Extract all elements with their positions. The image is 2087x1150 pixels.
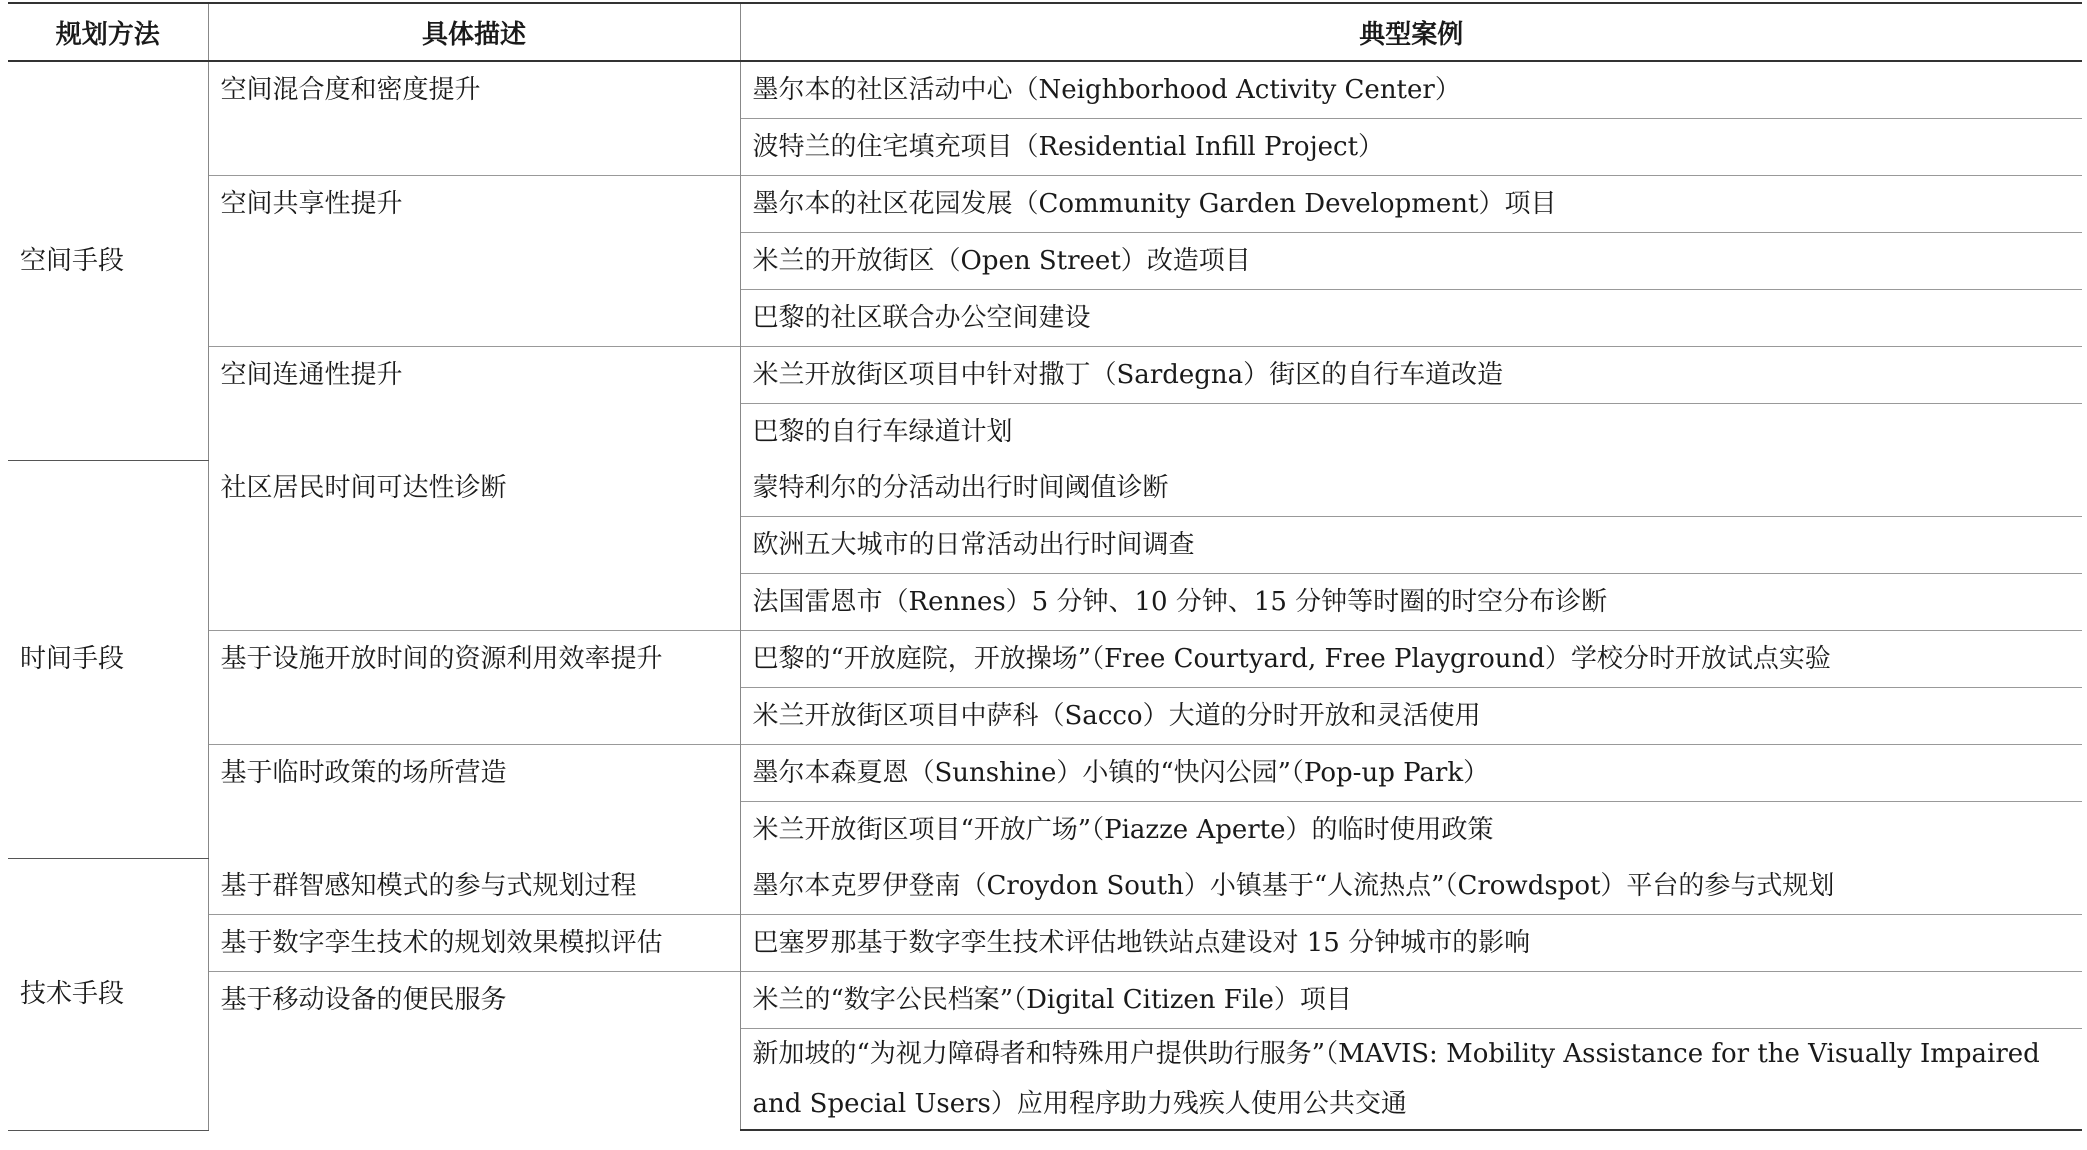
table-row xyxy=(8,631,2082,688)
case-cell: 墨尔本的社区活动中心（Neighborhood Activity Center） xyxy=(752,75,1461,105)
description-cell: 基于设施开放时间的资源利用效率提升 xyxy=(208,631,740,745)
table-row xyxy=(8,915,2082,972)
case-cell: 蒙特利尔的分活动出行时间阈值诊断 xyxy=(752,473,1169,503)
planning-methods-table xyxy=(8,2,2082,1131)
description-cell: 空间共享性提升 xyxy=(208,176,740,347)
description-cell: 社区居民时间可达性诊断 xyxy=(208,460,740,631)
table-row xyxy=(8,347,2082,404)
table-row xyxy=(8,460,2082,517)
case-cell: 米兰的开放街区（Open Street）改造项目 xyxy=(740,233,2082,290)
case-cell: 米兰开放街区项目中针对撒丁（Sardegna）街区的自行车道改造 xyxy=(740,347,2082,404)
table-row xyxy=(8,176,2082,233)
case-cell: 墨尔本森夏恩（Sunshine）小镇的“快闪公园”（Pop-up Park） xyxy=(740,745,2082,802)
table-row xyxy=(8,61,2082,119)
description-cell: 基于移动设备的便民服务 xyxy=(208,972,740,1131)
method-cell: 时间手段 xyxy=(8,460,208,858)
case-cell: 欧洲五大城市的日常活动出行时间调查 xyxy=(740,517,2082,574)
method-cell: 空间手段 xyxy=(8,61,208,460)
description-cell: 空间连通性提升 xyxy=(208,347,740,461)
case-cell: 墨尔本的社区花园发展（Community Garden Development）项目 xyxy=(740,176,2082,233)
description-cell: 基于临时政策的场所营造 xyxy=(208,745,740,859)
description-cell: 基于群智感知模式的参与式规划过程 xyxy=(208,858,740,915)
case-cell: 米兰开放街区项目中萨科（Sacco）大道的分时开放和灵活使用 xyxy=(740,688,2082,745)
table-row xyxy=(8,858,2082,915)
case-cell: 巴黎的自行车绿道计划 xyxy=(740,404,2082,461)
header-case: 典型案例 xyxy=(740,3,2082,61)
description-cell: 空间混合度和密度提升 xyxy=(208,61,740,176)
description-cell: 基于数字孪生技术的规划效果模拟评估 xyxy=(208,915,740,972)
table-row xyxy=(8,745,2082,802)
case-cell: 墨尔本克罗伊登南（Croydon South）小镇基于“人流热点”（Crowdspot）平台的参与式规划 xyxy=(752,871,1835,901)
case-cell: 新加坡的“为视力障碍者和特殊用户提供助行服务”（MAVIS: Mobility Assistance for the Visually Impaired and Special Users）应用程序助力残疾人使用公共交通 xyxy=(740,1029,2082,1131)
case-cell: 波特兰的住宅填充项目（Residential Infill Project） xyxy=(740,119,2082,176)
case-cell: 米兰开放街区项目“开放广场”（Piazze Aperte）的临时使用政策 xyxy=(740,802,2082,859)
header-description: 具体描述 xyxy=(208,3,740,61)
planning-methods-table-container xyxy=(8,2,2082,1131)
case-cell: 米兰的“数字公民档案”（Digital Citizen File）项目 xyxy=(740,972,2082,1029)
case-cell: 巴塞罗那基于数字孪生技术评估地铁站点建设对 15 分钟城市的影响 xyxy=(740,915,2082,972)
table-row xyxy=(8,972,2082,1029)
case-cell: 巴黎的“开放庭院，开放操场”（Free Courtyard, Free Playground）学校分时开放试点实验 xyxy=(740,631,2082,688)
header-method: 规划方法 xyxy=(8,3,208,61)
method-cell: 技术手段 xyxy=(8,858,208,1130)
case-cell: 法国雷恩市（Rennes）5 分钟、10 分钟、15 分钟等时圈的时空分布诊断 xyxy=(740,574,2082,631)
header-row xyxy=(8,3,2082,61)
case-cell: 巴黎的社区联合办公空间建设 xyxy=(740,290,2082,347)
